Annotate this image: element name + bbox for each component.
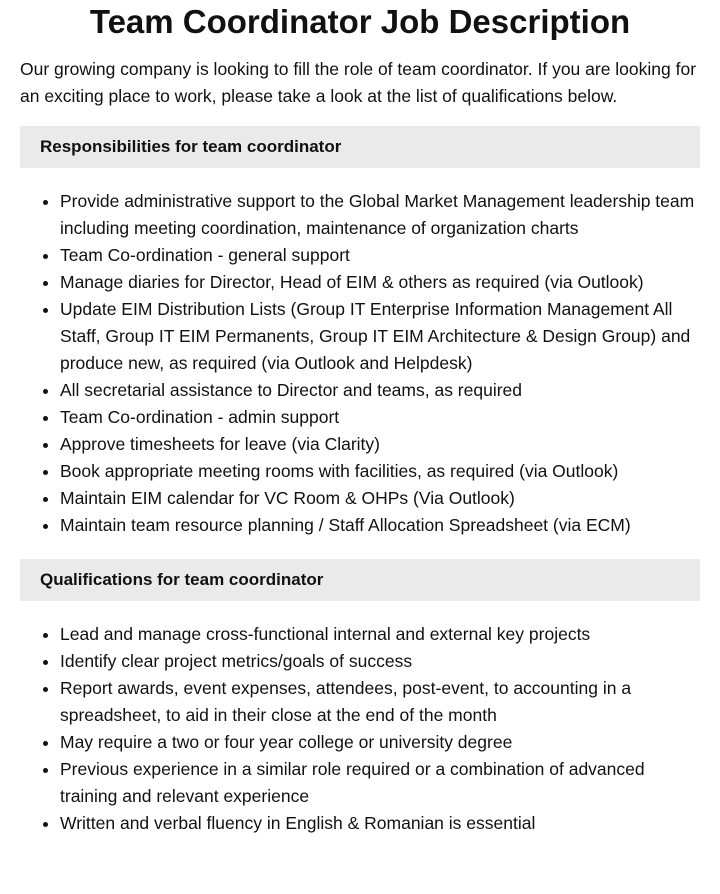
list-item: • Provide administrative support to the Global Market Management leadership team including meeting coordination, maintenance of organization charts bbox=[60, 188, 700, 242]
list-item: • Lead and manage cross-functional internal and external key projects bbox=[60, 621, 700, 648]
list-item: • Maintain EIM calendar for VC Room & OHPs (Via Outlook) bbox=[60, 485, 700, 512]
section-list bbox=[20, 621, 700, 837]
section-list bbox=[20, 188, 700, 539]
list-item: • Written and verbal fluency in English & Romanian is essential bbox=[60, 810, 700, 837]
list-item: • Approve timesheets for leave (via Clarity) bbox=[60, 431, 700, 458]
section-heading: Responsibilities for team coordinator bbox=[20, 126, 700, 168]
list-item: • All secretarial assistance to Director and teams, as required bbox=[60, 377, 700, 404]
list-item: • May require a two or four year college or university degree bbox=[60, 729, 700, 756]
list-item: • Team Co-ordination - general support bbox=[60, 242, 700, 269]
section-heading: Qualifications for team coordinator bbox=[20, 559, 700, 601]
list-item: • Previous experience in a similar role required or a combination of advanced training and relevant experience bbox=[60, 756, 700, 810]
list-item: • Manage diaries for Director, Head of EIM & others as required (via Outlook) bbox=[60, 269, 700, 296]
job-description bbox=[0, 2, 720, 837]
list-item: • Identify clear project metrics/goals of success bbox=[60, 648, 700, 675]
page-title: Team Coordinator Job Description bbox=[89, 3, 631, 40]
intro-text: Our growing company is looking to fill the role of team coordinator. If you are looking for an exciting place to work, please take a look at the list of qualifications below. bbox=[20, 59, 697, 106]
list-item: • Maintain team resource planning / Staff Allocation Spreadsheet (via ECM) bbox=[60, 512, 700, 539]
list-item: • Team Co-ordination - admin support bbox=[60, 404, 700, 431]
list-item: • Report awards, event expenses, attendees, post-event, to accounting in a spreadsheet, to aid in their close at the end of the month bbox=[60, 675, 700, 729]
list-item: • Update EIM Distribution Lists (Group IT Enterprise Information Management All Staff, Group IT EIM Permanents, Group IT EIM Architecture & Design Group) and produce new, as required (via Outlook and Helpdesk) bbox=[60, 296, 700, 377]
list-item: • Book appropriate meeting rooms with facilities, as required (via Outlook) bbox=[60, 458, 700, 485]
